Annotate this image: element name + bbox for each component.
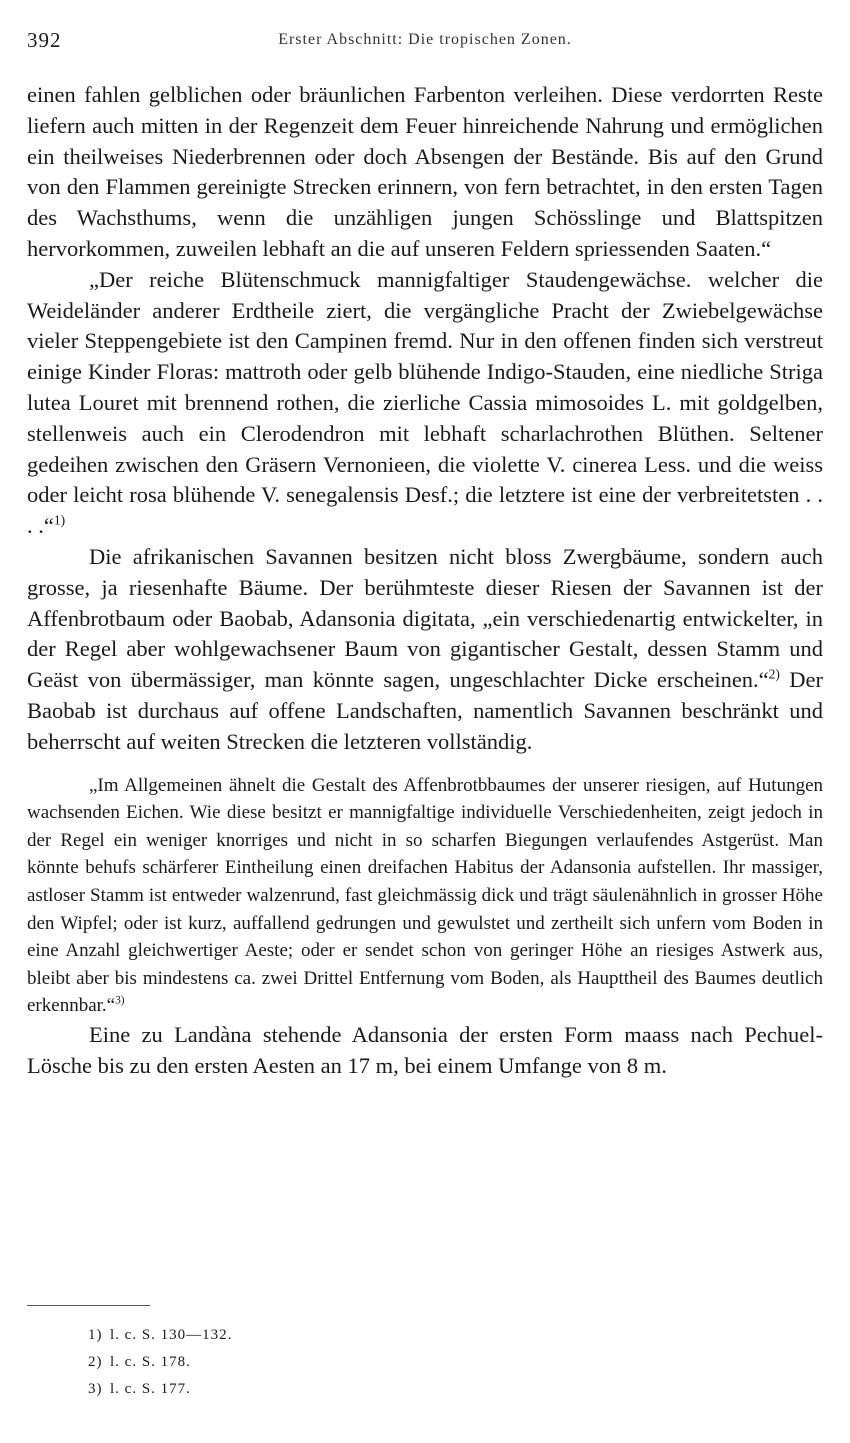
paragraph-3-text-b: Der Baobab ist durchaus auf offene Landschaften, namentlich Savannen beschränkt und beherrscht auf weiten Strecken die letzteren vollständig. (27, 667, 823, 754)
quote-text: „Im Allgemeinen ähnelt die Gestalt des Affenbrotbbaumes der unserer riesigen, auf Hutungen wachsenden Eichen. Wie diese besitzt er mannigfaltige individuelle Verschiedenheiten, zeigt jedoch in der Regel ein weniger knorriges und nicht in so scharfen Biegungen verlaufendes Astgerüst. Man könnte behufs schärferer Eintheilung einen dreifachen Habitus der Adansonia aufstellen. Ihr massiger, astloser Stamm ist entweder walzenrund, fast gleichmässig dick und trägt säulenähnlich in grosser Höhe den Wipfel; oder ist kurz, auffallend gedrungen und gewulstet und zertheilt sich unfern vom Boden in eine Anzahl gleichwertiger Aeste; oder er sendet schon von geringer Höhe an riesiges Astwerk aus, bleibt aber bis mindestens ca. zwei Drittel Entfernung vom Boden, als Haupttheil des Baumes deutlich erkennbar.“ (27, 774, 823, 1017)
footnote-text: l. c. S. 130—132. (110, 1327, 233, 1343)
page-number: 392 (27, 28, 62, 52)
quote-paragraph (27, 772, 823, 1020)
footnote (88, 1376, 232, 1403)
paragraph-2 (27, 265, 823, 542)
footnote-text: l. c. S. 177. (110, 1381, 191, 1397)
footnote-marker: 1) (88, 1327, 103, 1343)
main-text-continued (27, 1020, 823, 1082)
footnote-rule (27, 1305, 150, 1306)
footnote-marker: 2) (88, 1354, 103, 1370)
paragraph-2-text: „Der reiche Blütenschmuck mannigfaltiger Staudengewächse. welcher die Weideländer anderer Erdtheile ziert, die vergängliche Pracht der Zwiebelgewächse vieler Steppengebiete ist den Campinen fremd. Nur in den offenen finden sich verstreut einige Kinder Floras: mattroth oder gelb blühende Indigo-Stauden, eine niedliche Striga lutea Louret mit brennend rothen, die zierliche Cassia mimosoides L. mit goldgelben, stellenweis auch ein Clerodendron mit lebhaft scharlachrothen Blüthen. Seltener gedeihen zwischen den Gräsern Vernonieen, die violette V. cinerea Less. und die weiss oder leicht rosa blühende V. senegalensis Desf.; die letztere ist eine der verbreitetsten . . . .“ (27, 266, 823, 539)
footnote-ref-1: 1) (53, 512, 66, 528)
block-quote (27, 772, 823, 1020)
footnote-ref-2: 2) (768, 666, 780, 682)
footnote (88, 1322, 232, 1349)
running-head: Erster Abschnitt: Die tropischen Zonen. (278, 31, 572, 48)
paragraph-3-text-a: Die afrikanischen Savannen besitzen nicht bloss Zwergbäume, sondern auch grosse, ja riesenhafte Bäume. Der berühmteste dieser Riesen der Savannen ist der Affenbrotbaum oder Baobab, Adansonia digitata, „ein verschiedenartig entwickelter, in der Regel aber wohlgewachsener Baum von gigantischer Gestalt, dessen Stamm und Geäst von übermässiger, man könnte sagen, ungeschlachter Dicke erscheinen.“ (27, 543, 823, 693)
body-text (27, 80, 823, 1081)
paragraph-4: Eine zu Landàna stehende Adansonia der ersten Form maass nach Pechuel-Lösche bis zu den ersten Aesten an 17 m, bei einem Umfange von 8 m. (27, 1021, 823, 1078)
main-text (27, 80, 823, 758)
footnote (88, 1349, 232, 1376)
footnote-marker: 3) (88, 1381, 103, 1397)
paragraph-1: einen fahlen gelblichen oder bräunlichen Farbenton verleihen. Diese verdorrten Reste liefern auch mitten in der Regenzeit dem Feuer hinreichende Nahrung und ermöglichen ein theilweises Niederbrennen oder doch Absengen der Bestände. Bis auf den Grund von den Flammen gereinigte Strecken erinnern, von fern betrachtet, in den ersten Tagen des Wachsthums, wenn die unzähligen jungen Schösslinge und Blattspitzen hervorkommen, zuweilen lebhaft an die auf unseren Feldern spriessenden Saaten.“ (27, 82, 823, 261)
footnotes (88, 1322, 232, 1403)
footnote-text: l. c. S. 178. (110, 1354, 191, 1370)
paragraph-3 (27, 542, 823, 758)
footnote-ref-3: 3) (115, 994, 125, 1007)
page-header (27, 28, 823, 54)
